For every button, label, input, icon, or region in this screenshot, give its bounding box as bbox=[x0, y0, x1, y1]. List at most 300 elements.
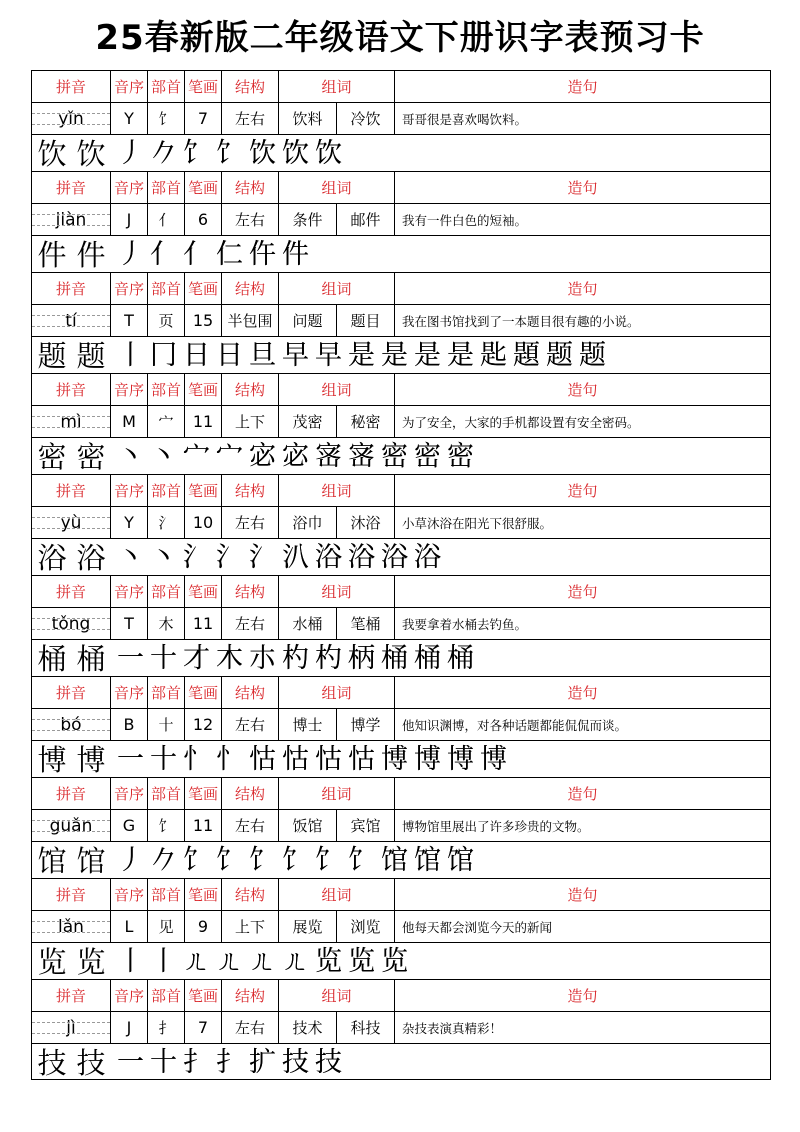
header-yinxu: 音序 bbox=[111, 475, 148, 506]
stroke-step bbox=[180, 438, 213, 475]
header-bushou: 部首 bbox=[148, 576, 185, 607]
stroke-step bbox=[279, 842, 312, 879]
stroke-glyph: 题 bbox=[579, 337, 606, 374]
stroke-glyph: 浴 bbox=[381, 539, 408, 576]
stroke-step bbox=[147, 539, 180, 576]
header-pinyin: 拼音 bbox=[32, 879, 111, 910]
stroke-glyph: 件 bbox=[282, 236, 309, 273]
stroke-glyph: 览 bbox=[315, 943, 342, 980]
bushou-cell: 木 bbox=[148, 608, 185, 639]
stroke-glyph: 杓 bbox=[315, 640, 342, 677]
stroke-glyph: 是 bbox=[447, 337, 474, 374]
stroke-step bbox=[114, 135, 147, 172]
header-jiegou: 结构 bbox=[222, 273, 279, 304]
word2-cell: 博学 bbox=[337, 709, 395, 740]
stroke-step bbox=[279, 741, 312, 778]
stroke-step bbox=[312, 640, 345, 677]
bihua-cell: 12 bbox=[185, 709, 222, 740]
stroke-step bbox=[213, 741, 246, 778]
stroke-glyph: 丨 bbox=[117, 943, 144, 980]
stroke-glyph: 浴 bbox=[315, 539, 342, 576]
header-bushou: 部首 bbox=[148, 172, 185, 203]
stroke-glyph: 𠂊 bbox=[150, 135, 177, 172]
header-bushou: 部首 bbox=[148, 879, 185, 910]
header-jiegou: 结构 bbox=[222, 374, 279, 405]
big-char: 博 bbox=[37, 743, 67, 777]
word2-cell: 笔桶 bbox=[337, 608, 395, 639]
pinyin-cell: guǎn bbox=[32, 810, 111, 841]
stroke-glyph: 题 bbox=[546, 337, 573, 374]
pinyin-cell: yù bbox=[32, 507, 111, 538]
stroke-step bbox=[114, 640, 147, 677]
stroke-glyph: 怙 bbox=[282, 741, 309, 778]
char-entry bbox=[32, 676, 770, 777]
stroke-step bbox=[279, 438, 312, 475]
pinyin-cell: lǎn bbox=[32, 911, 111, 942]
sentence-cell: 哥哥很是喜欢喝饮料。 bbox=[402, 111, 528, 127]
stroke-glyph: 馆 bbox=[414, 842, 441, 879]
stroke-step bbox=[147, 741, 180, 778]
bihua-cell: 7 bbox=[185, 1012, 222, 1043]
char-entry bbox=[32, 878, 770, 979]
stroke-step bbox=[246, 842, 279, 879]
header-bihua: 笔画 bbox=[185, 273, 222, 304]
bushou-cell: 十 bbox=[148, 709, 185, 740]
stroke-glyph: 技 bbox=[282, 1044, 309, 1081]
header-bihua: 笔画 bbox=[185, 778, 222, 809]
pinyin-cell: bó bbox=[32, 709, 111, 740]
stroke-glyph: 扩 bbox=[249, 1044, 276, 1081]
stroke-glyph: 是 bbox=[348, 337, 375, 374]
header-bihua: 笔画 bbox=[185, 374, 222, 405]
stroke-glyph: ㄦ bbox=[183, 943, 210, 980]
stroke-step bbox=[114, 438, 147, 475]
header-row bbox=[32, 374, 770, 405]
header-pinyin: 拼音 bbox=[32, 475, 111, 506]
stroke-step bbox=[147, 943, 180, 980]
char-entry bbox=[32, 575, 770, 676]
sentence-cell: 杂技表演真精彩！ bbox=[402, 1020, 503, 1036]
info-row bbox=[32, 809, 770, 841]
stroke-step bbox=[147, 842, 180, 879]
stroke-step bbox=[378, 943, 411, 980]
bushou-cell: 氵 bbox=[148, 507, 185, 538]
info-row bbox=[32, 1011, 770, 1043]
sentence-cell: 我在图书馆找到了一本题目很有趣的小说。 bbox=[402, 313, 640, 329]
stroke-glyph: 日 bbox=[216, 337, 243, 374]
char-entry bbox=[32, 777, 770, 878]
header-zaoju: 造句 bbox=[567, 583, 598, 601]
stroke-glyph: 博 bbox=[480, 741, 507, 778]
stroke-step bbox=[378, 438, 411, 475]
big-char: 桶 bbox=[37, 642, 67, 676]
stroke-step bbox=[312, 135, 345, 172]
big-char-copy: 桶 bbox=[76, 642, 106, 676]
stroke-step bbox=[477, 337, 510, 374]
jiegou-cell: 半包围 bbox=[222, 305, 279, 336]
char-entry bbox=[32, 979, 770, 1080]
stroke-step bbox=[444, 842, 477, 879]
stroke-glyph: 柄 bbox=[348, 640, 375, 677]
stroke-glyph: 才 bbox=[183, 640, 210, 677]
big-char-copy: 览 bbox=[76, 945, 106, 979]
stroke-glyph: 饮 bbox=[282, 135, 309, 172]
word1-cell: 展览 bbox=[279, 911, 337, 942]
stroke-glyph: 桶 bbox=[447, 640, 474, 677]
stroke-glyph: 宀 bbox=[183, 438, 210, 475]
stroke-step bbox=[147, 438, 180, 475]
bihua-cell: 7 bbox=[185, 103, 222, 134]
stroke-glyph: 怙 bbox=[315, 741, 342, 778]
stroke-glyph: 饮 bbox=[315, 135, 342, 172]
big-char-copy: 馆 bbox=[76, 844, 106, 878]
sentence-cell: 他知识渊博，对各种话题都能侃侃而谈。 bbox=[402, 717, 628, 733]
info-row bbox=[32, 203, 770, 235]
stroke-step bbox=[213, 438, 246, 475]
jiegou-cell: 上下 bbox=[222, 406, 279, 437]
stroke-glyph: 丶 bbox=[150, 539, 177, 576]
stroke-step bbox=[411, 741, 444, 778]
char-entry bbox=[32, 171, 770, 272]
header-jiegou: 结构 bbox=[222, 980, 279, 1011]
big-char: 题 bbox=[37, 339, 67, 373]
stroke-step bbox=[477, 741, 510, 778]
big-char: 馆 bbox=[37, 844, 67, 878]
stroke-glyph: 十 bbox=[150, 1044, 177, 1081]
stroke-glyph: 氵 bbox=[216, 539, 243, 576]
stroke-glyph: 十 bbox=[150, 640, 177, 677]
stroke-row bbox=[32, 639, 770, 677]
stroke-step bbox=[180, 539, 213, 576]
sentence-cell: 为了安全，大家的手机都设置有安全密码。 bbox=[402, 414, 640, 430]
stroke-step bbox=[147, 640, 180, 677]
header-zaoju: 造句 bbox=[567, 381, 598, 399]
stroke-row bbox=[32, 841, 770, 879]
header-yinxu: 音序 bbox=[111, 576, 148, 607]
stroke-glyph: 丶 bbox=[150, 438, 177, 475]
stroke-step bbox=[213, 842, 246, 879]
stroke-row bbox=[32, 134, 770, 172]
stroke-row bbox=[32, 538, 770, 576]
stroke-glyph: 宓 bbox=[282, 438, 309, 475]
stroke-row bbox=[32, 740, 770, 778]
header-pinyin: 拼音 bbox=[32, 273, 111, 304]
stroke-glyph: 饮 bbox=[249, 135, 276, 172]
big-char-copy: 题 bbox=[76, 339, 106, 373]
header-zuci: 组词 bbox=[279, 980, 395, 1011]
stroke-row bbox=[32, 1043, 770, 1081]
stroke-step bbox=[345, 539, 378, 576]
stroke-glyph: 汃 bbox=[282, 539, 309, 576]
stroke-step bbox=[246, 135, 279, 172]
big-char-copy: 密 bbox=[76, 440, 106, 474]
stroke-glyph: 宻 bbox=[315, 438, 342, 475]
stroke-step bbox=[213, 539, 246, 576]
header-yinxu: 音序 bbox=[111, 980, 148, 1011]
stroke-step bbox=[114, 842, 147, 879]
header-zaoju: 造句 bbox=[567, 987, 598, 1005]
big-char-copy: 技 bbox=[76, 1046, 106, 1080]
stroke-step bbox=[114, 741, 147, 778]
stroke-glyph: 馆 bbox=[447, 842, 474, 879]
bihua-cell: 9 bbox=[185, 911, 222, 942]
header-yinxu: 音序 bbox=[111, 778, 148, 809]
stroke-step bbox=[312, 842, 345, 879]
header-bushou: 部首 bbox=[148, 374, 185, 405]
yinxu-cell: J bbox=[111, 1012, 148, 1043]
word2-cell: 题目 bbox=[337, 305, 395, 336]
stroke-order bbox=[114, 842, 477, 879]
header-pinyin: 拼音 bbox=[32, 576, 111, 607]
stroke-glyph: 博 bbox=[447, 741, 474, 778]
header-row bbox=[32, 879, 770, 910]
stroke-step bbox=[345, 741, 378, 778]
stroke-glyph: 匙 bbox=[480, 337, 507, 374]
stroke-glyph: 丿 bbox=[117, 135, 144, 172]
stroke-glyph: 杓 bbox=[282, 640, 309, 677]
stroke-step bbox=[444, 741, 477, 778]
char-entry bbox=[32, 373, 770, 474]
stroke-step bbox=[246, 337, 279, 374]
sentence-cell: 我要拿着水桶去钓鱼。 bbox=[402, 616, 528, 632]
stroke-order bbox=[114, 741, 510, 778]
stroke-step bbox=[576, 337, 609, 374]
stroke-order bbox=[114, 236, 312, 273]
header-zaoju: 造句 bbox=[567, 78, 598, 96]
header-bushou: 部首 bbox=[148, 980, 185, 1011]
pinyin-cell: mì bbox=[32, 406, 111, 437]
stroke-step bbox=[246, 741, 279, 778]
header-row bbox=[32, 980, 770, 1011]
sentence-cell: 博物馆里展出了许多珍贵的文物。 bbox=[402, 818, 590, 834]
header-jiegou: 结构 bbox=[222, 71, 279, 102]
stroke-glyph: 丨 bbox=[150, 943, 177, 980]
stroke-glyph: ㄦ bbox=[216, 943, 243, 980]
header-yinxu: 音序 bbox=[111, 71, 148, 102]
stroke-glyph: 一 bbox=[117, 741, 144, 778]
sentence-cell: 我有一件白色的短袖。 bbox=[402, 212, 528, 228]
stroke-step bbox=[444, 640, 477, 677]
yinxu-cell: J bbox=[111, 204, 148, 235]
bihua-cell: 11 bbox=[185, 810, 222, 841]
stroke-glyph: 題 bbox=[513, 337, 540, 374]
stroke-step bbox=[246, 236, 279, 273]
word2-cell: 宾馆 bbox=[337, 810, 395, 841]
word2-cell: 科技 bbox=[337, 1012, 395, 1043]
header-zuci: 组词 bbox=[279, 475, 395, 506]
pinyin-cell: jiàn bbox=[32, 204, 111, 235]
stroke-step bbox=[345, 438, 378, 475]
stroke-order bbox=[114, 337, 609, 374]
big-char: 饮 bbox=[37, 137, 67, 171]
header-pinyin: 拼音 bbox=[32, 778, 111, 809]
header-bihua: 笔画 bbox=[185, 475, 222, 506]
header-row bbox=[32, 172, 770, 203]
stroke-step bbox=[246, 539, 279, 576]
word1-cell: 问题 bbox=[279, 305, 337, 336]
jiegou-cell: 左右 bbox=[222, 1012, 279, 1043]
stroke-order bbox=[114, 135, 345, 172]
stroke-step bbox=[411, 640, 444, 677]
stroke-glyph: 一 bbox=[117, 1044, 144, 1081]
header-yinxu: 音序 bbox=[111, 677, 148, 708]
header-bihua: 笔画 bbox=[185, 677, 222, 708]
yinxu-cell: M bbox=[111, 406, 148, 437]
stroke-step bbox=[345, 943, 378, 980]
stroke-glyph: 忄 bbox=[216, 741, 243, 778]
info-row bbox=[32, 102, 770, 134]
stroke-glyph: 氵 bbox=[183, 539, 210, 576]
header-yinxu: 音序 bbox=[111, 172, 148, 203]
bihua-cell: 11 bbox=[185, 406, 222, 437]
stroke-glyph: 览 bbox=[381, 943, 408, 980]
header-jiegou: 结构 bbox=[222, 475, 279, 506]
stroke-glyph: 氵 bbox=[249, 539, 276, 576]
stroke-step bbox=[312, 741, 345, 778]
word2-cell: 邮件 bbox=[337, 204, 395, 235]
stroke-glyph: 早 bbox=[282, 337, 309, 374]
bushou-cell: 饣 bbox=[148, 810, 185, 841]
word2-cell: 秘密 bbox=[337, 406, 395, 437]
yinxu-cell: G bbox=[111, 810, 148, 841]
stroke-glyph: 饣 bbox=[183, 135, 210, 172]
header-jiegou: 结构 bbox=[222, 576, 279, 607]
word2-cell: 冷饮 bbox=[337, 103, 395, 134]
stroke-step bbox=[213, 236, 246, 273]
stroke-step bbox=[345, 842, 378, 879]
header-zuci: 组词 bbox=[279, 778, 395, 809]
stroke-step bbox=[378, 741, 411, 778]
stroke-glyph: 十 bbox=[150, 741, 177, 778]
header-pinyin: 拼音 bbox=[32, 172, 111, 203]
stroke-glyph: 览 bbox=[348, 943, 375, 980]
header-row bbox=[32, 475, 770, 506]
stroke-step bbox=[147, 236, 180, 273]
header-bushou: 部首 bbox=[148, 475, 185, 506]
header-zuci: 组词 bbox=[279, 172, 395, 203]
stroke-row bbox=[32, 235, 770, 273]
header-zaoju: 造句 bbox=[567, 684, 598, 702]
stroke-glyph: ㄦ bbox=[282, 943, 309, 980]
stroke-step bbox=[114, 337, 147, 374]
stroke-glyph: 是 bbox=[381, 337, 408, 374]
stroke-glyph: 饣 bbox=[216, 842, 243, 879]
stroke-glyph: 丿 bbox=[117, 842, 144, 879]
word1-cell: 浴巾 bbox=[279, 507, 337, 538]
stroke-glyph: 亻 bbox=[150, 236, 177, 273]
word1-cell: 饮料 bbox=[279, 103, 337, 134]
stroke-step bbox=[147, 1044, 180, 1081]
stroke-step bbox=[180, 337, 213, 374]
stroke-step bbox=[213, 640, 246, 677]
stroke-glyph: 饣 bbox=[216, 135, 243, 172]
stroke-step bbox=[378, 337, 411, 374]
header-zaoju: 造句 bbox=[567, 785, 598, 803]
stroke-step bbox=[378, 539, 411, 576]
info-row bbox=[32, 304, 770, 336]
info-row bbox=[32, 708, 770, 740]
stroke-step bbox=[279, 1044, 312, 1081]
word1-cell: 博士 bbox=[279, 709, 337, 740]
stroke-step bbox=[180, 741, 213, 778]
stroke-step bbox=[510, 337, 543, 374]
stroke-step bbox=[180, 943, 213, 980]
stroke-step bbox=[180, 842, 213, 879]
header-zaoju: 造句 bbox=[567, 280, 598, 298]
bihua-cell: 11 bbox=[185, 608, 222, 639]
stroke-step bbox=[114, 539, 147, 576]
stroke-glyph: 丿 bbox=[117, 236, 144, 273]
stroke-glyph: 饣 bbox=[282, 842, 309, 879]
big-char: 技 bbox=[37, 1046, 67, 1080]
header-yinxu: 音序 bbox=[111, 374, 148, 405]
big-char-copy: 浴 bbox=[76, 541, 106, 575]
stroke-step bbox=[147, 135, 180, 172]
stroke-step bbox=[246, 943, 279, 980]
header-pinyin: 拼音 bbox=[32, 980, 111, 1011]
char-entry bbox=[32, 474, 770, 575]
stroke-glyph: 馆 bbox=[381, 842, 408, 879]
stroke-glyph: 早 bbox=[315, 337, 342, 374]
stroke-order bbox=[114, 438, 477, 475]
header-row bbox=[32, 677, 770, 708]
info-row bbox=[32, 910, 770, 942]
word2-cell: 浏览 bbox=[337, 911, 395, 942]
stroke-step bbox=[444, 438, 477, 475]
stroke-step bbox=[279, 135, 312, 172]
stroke-glyph: 忄 bbox=[183, 741, 210, 778]
yinxu-cell: T bbox=[111, 608, 148, 639]
header-bushou: 部首 bbox=[148, 273, 185, 304]
header-zuci: 组词 bbox=[279, 273, 395, 304]
stroke-glyph: 亻 bbox=[183, 236, 210, 273]
stroke-step bbox=[180, 640, 213, 677]
header-bihua: 笔画 bbox=[185, 576, 222, 607]
char-entry bbox=[32, 70, 770, 171]
header-zaoju: 造句 bbox=[567, 179, 598, 197]
stroke-step bbox=[279, 337, 312, 374]
stroke-row bbox=[32, 437, 770, 475]
pinyin-cell: yǐn bbox=[32, 103, 111, 134]
stroke-row bbox=[32, 942, 770, 980]
header-pinyin: 拼音 bbox=[32, 71, 111, 102]
header-zuci: 组词 bbox=[279, 71, 395, 102]
big-char: 浴 bbox=[37, 541, 67, 575]
word1-cell: 技术 bbox=[279, 1012, 337, 1043]
stroke-step bbox=[312, 337, 345, 374]
stroke-glyph: 扌 bbox=[216, 1044, 243, 1081]
stroke-step bbox=[411, 337, 444, 374]
stroke-step bbox=[213, 1044, 246, 1081]
bushou-cell: 饣 bbox=[148, 103, 185, 134]
big-char-copy: 博 bbox=[76, 743, 106, 777]
header-pinyin: 拼音 bbox=[32, 374, 111, 405]
stroke-step bbox=[279, 943, 312, 980]
word1-cell: 饭馆 bbox=[279, 810, 337, 841]
big-char: 件 bbox=[37, 238, 67, 272]
stroke-glyph: 冂 bbox=[150, 337, 177, 374]
yinxu-cell: Y bbox=[111, 103, 148, 134]
yinxu-cell: L bbox=[111, 911, 148, 942]
stroke-glyph: 宻 bbox=[348, 438, 375, 475]
stroke-glyph: 饣 bbox=[315, 842, 342, 879]
stroke-glyph: 旦 bbox=[249, 337, 276, 374]
stroke-glyph: 是 bbox=[414, 337, 441, 374]
stroke-glyph: 怙 bbox=[348, 741, 375, 778]
stroke-glyph: 丶 bbox=[117, 539, 144, 576]
sentence-cell: 他每天都会浏览今天的新闻 bbox=[402, 919, 553, 935]
stroke-glyph: 仁 bbox=[216, 236, 243, 273]
